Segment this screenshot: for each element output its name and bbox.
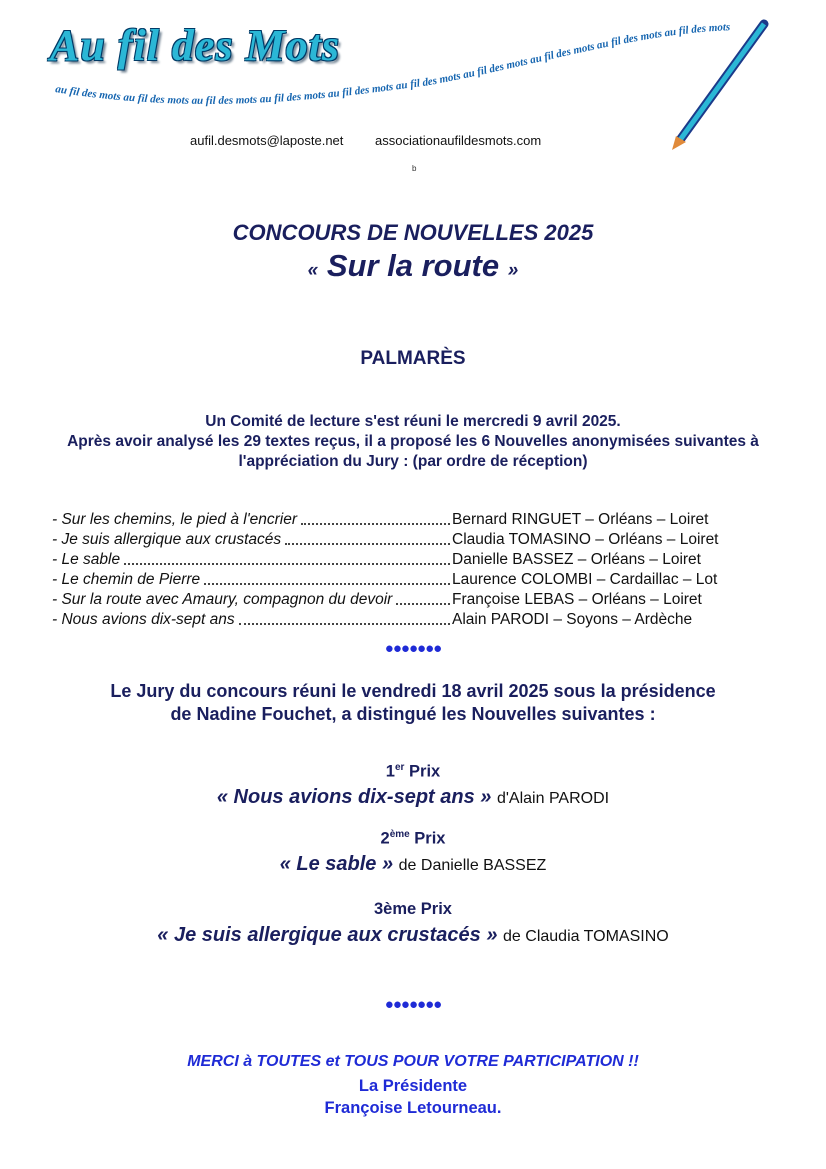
contest-theme: « Sur la route » (307, 248, 519, 283)
signature-block (0, 1075, 826, 1119)
president-name: Françoise Letourneau. (324, 1099, 502, 1117)
prize-2-heading: 2ème Prix (380, 829, 446, 848)
palmares-heading: PALMARÈS (360, 348, 466, 369)
president-role: La Présidente (358, 1077, 468, 1095)
list-item: - Le chemin de Pierre Laurence COLOMBI – Cardaillac – Lot (52, 571, 718, 588)
prize-2-work: « Le sable » de Danielle BASSEZ (279, 853, 547, 875)
contest-title: CONCOURS DE NOUVELLES 2025 (232, 220, 594, 245)
website-link[interactable]: associationaufildesmots.com (375, 133, 542, 148)
prize-1-work: « Nous avions dix-sept ans » d'Alain PARODI (216, 786, 610, 808)
prize-1-heading: 1er Prix (385, 762, 441, 781)
list-item: - Je suis allergique aux crustacés Claudia TOMASINO – Orléans – Loiret (52, 531, 719, 548)
list-item: - Sur les chemins, le pied à l'encrier Bernard RINGUET – Orléans – Loiret (52, 511, 709, 528)
prize-3-heading: 3ème Prix (374, 900, 452, 918)
logo-title: Au fil des Mots (50, 21, 341, 70)
list-item: - Sur la route avec Amaury, compagnon du devoir Françoise LEBAS – Orléans – Loiret (52, 591, 702, 608)
prize-3-work: « Je suis allergique aux crustacés » de Claudia TOMASINO (157, 924, 669, 946)
intro-paragraph: Un Comité de lecture s'est réuni le mercredi 9 avril 2025. Après avoir analysé les 29 textes reçus, il a proposé les 6 Nouvelles anonymisées suivantes à l'appréciation du Jury : (par ordre de réception) (67, 413, 759, 470)
jury-paragraph: Le Jury du concours réuni le vendredi 18 avril 2025 sous la présidence de Nadine Fouchet, a distingué les Nouvelles suivantes : (110, 681, 716, 724)
email-link[interactable]: aufil.desmots@laposte.net (190, 133, 344, 148)
wave-text: au fil des mots au fil des mots au fil des mots au fil des mots au fil des mots au fil des mots au fil des mots au fil des mots au fil des mots au fil des mots (54, 21, 731, 107)
contact-line (190, 133, 569, 148)
small-mark: b (412, 164, 417, 173)
svg-text:au fil des mots au fil des mot (55, 21, 731, 107)
list-item: - Le sable Danielle BASSEZ – Orléans – Loiret (52, 551, 701, 568)
thanks-line: MERCI à TOUTES et TOUS POUR VOTRE PARTICIPATION !! (187, 1053, 639, 1070)
separator-dots: ●●●●●●● (384, 996, 442, 1013)
list-item: - Nous avions dix-sept ans Alain PARODI – Soyons – Ardèche (52, 611, 693, 628)
pencil-icon (672, 24, 764, 150)
entries-list (52, 510, 752, 630)
separator-dots: ●●●●●●● (384, 640, 442, 657)
